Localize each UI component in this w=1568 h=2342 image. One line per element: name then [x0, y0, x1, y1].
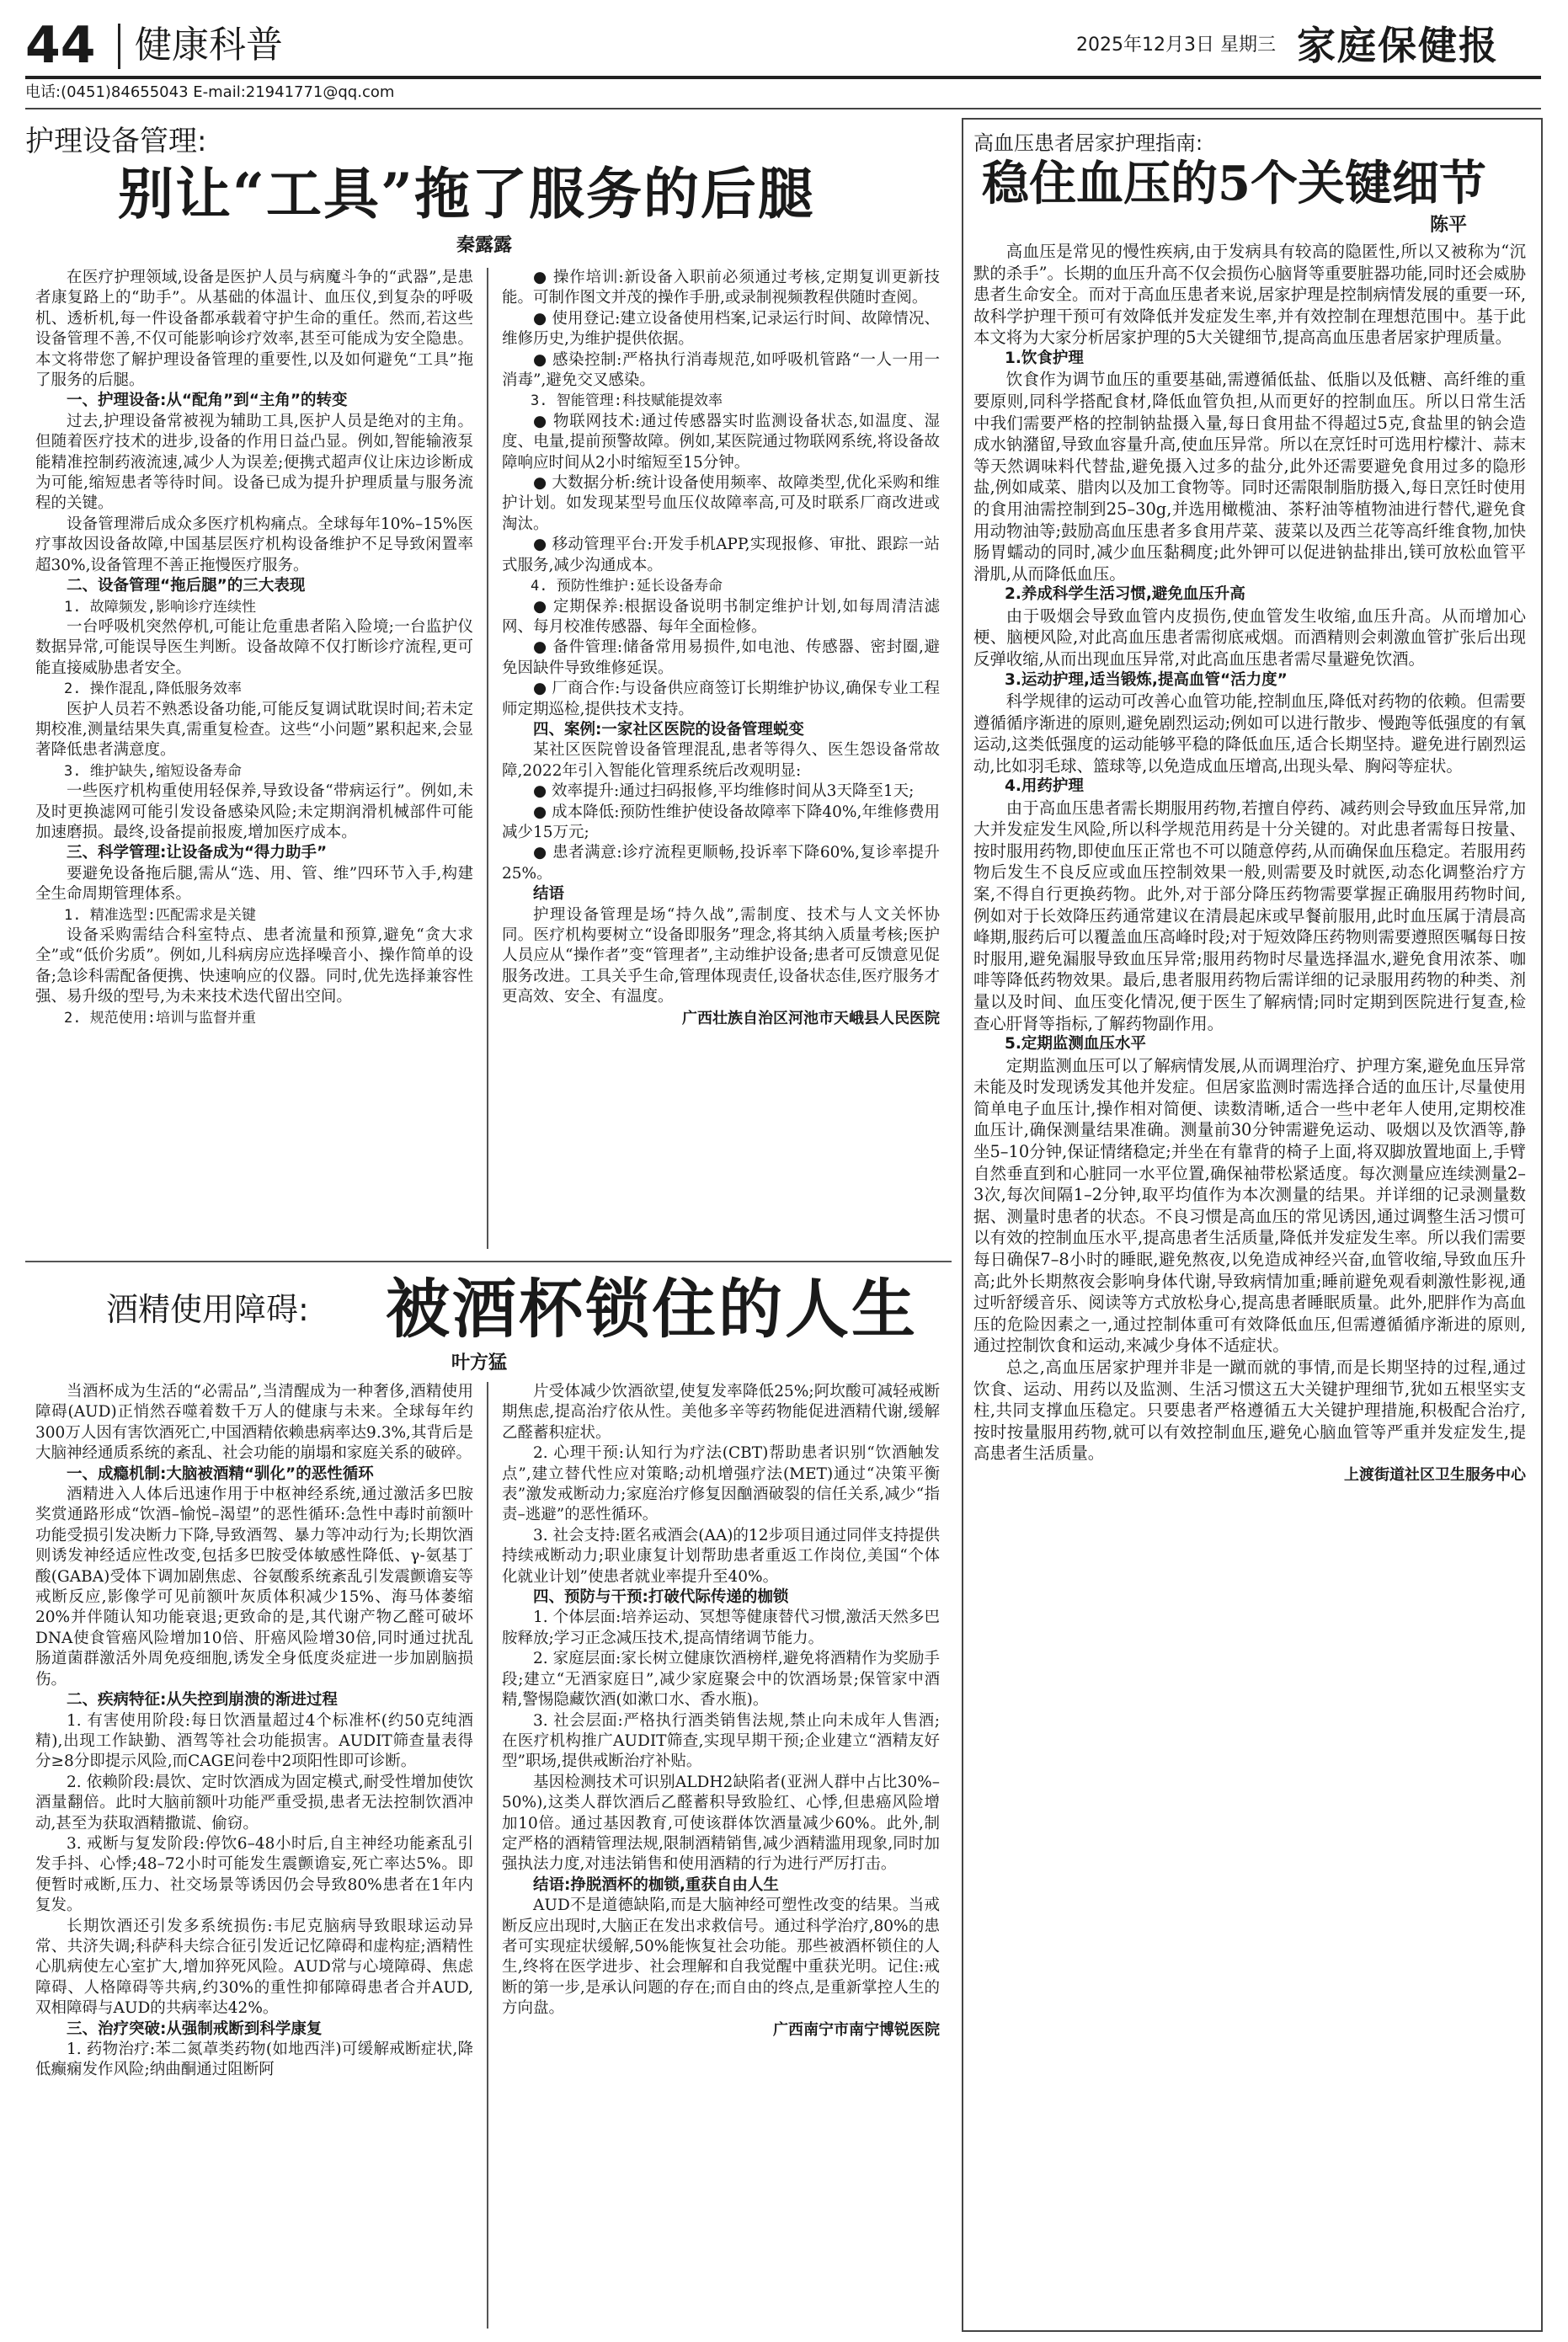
sub-subheading: 4. 预防性维护:延长设备寿命	[531, 578, 723, 595]
article-column-2	[502, 1382, 940, 2329]
paragraph: AUD不是道德缺陷,而是大脑神经可塑性改变的结果。当戒断反应出现时,大脑正在发出求救信号。通过科学治疗,80%的患者可实现症状缓解,50%能恢复社会功能。那些被酒杯锁住的人生,终将在医学进步、社会理解和自我觉醒中重获光明。记住:戒断的第一步,是承认问题的存在;而自由的终点,是重新掌控人生的方向盘。	[502, 1897, 940, 2018]
subheading: 二、设备管理“拖后腿”的三大表现	[67, 577, 306, 595]
masthead-divider	[118, 24, 120, 69]
paragraph: ● 操作培训:新设备入职前必须通过考核,定期复训更新技能。可制作图文并茂的操作手册,或录制视频教程供随时查阅。	[502, 269, 940, 307]
sub-subheading: 1. 精准选型:匹配需求是关键	[64, 906, 256, 924]
article-column-1	[35, 1382, 473, 2329]
paragraph: 定期监测血压可以了解病情发展,从而调理治疗、护理方案,避免血压异常未能及时发现诱发其他并发症。但居家监测时需选择合适的血压计,尽量使用简单电子血压计,操作相对简便、读数清晰,适合一些中老年人使用,定期校准血压计,确保测量结果准确。测量前30分钟需避免运动、吸烟以及饮酒等,静坐5–10分钟,保证情绪稳定;并坐在有靠背的椅子上面,将双脚放置地面上,手臂自然垂直到和心脏同一水平位置,确保袖带松紧适度。每次测量应连续测量2–3次,每次间隔1–2分钟,取平均值作为本次测量的结果。并详细的记录测量数据、测量时患者的状态。不良习惯是高血压的常见诱因,通过调整生活习惯可以有效的控制血压水平,提高患者生活质量,降低并发症发生率。所以我们需要每日确保7–8小时的睡眠,避免熬夜,以免造成神经兴奋,血管收缩,导致血压升高;此外长期熬夜会影响身体代谢,导致病情加重;睡前避免观看刺激性影视,通过听舒缓音乐、阅读等方式放松身心,提高患者睡眠质量。此外,肥胖作为高血压的危险因素之一,通过控制体重可有效降低血压,但需遵循循序渐进的原则,通过控制饮食和运动,来减少身体不适症状。	[973, 1055, 1526, 1356]
sub-subheading: 1. 故障频发,影响诊疗连续性	[64, 598, 256, 616]
paragraph: ● 物联网技术:通过传感器实时监测设备状态,如温度、湿度、电量,提前预警故障。例如,某医院通过物联网系统,将设备故障响应时间从2小时缩短至15分钟。	[502, 412, 940, 472]
article-author: 叶方猛	[451, 1352, 508, 1374]
header-rule	[25, 108, 1541, 109]
article-column-1	[973, 241, 1526, 2321]
paragraph: 1. 个体层面:培养运动、冥想等健康替代习惯,激活天然多巴胺释放;学习正念减压技术,提高情绪调节能力。	[502, 1608, 940, 1647]
issue-date: 2025年12月3日 星期三	[1076, 35, 1276, 56]
subheading: 一、护理设备:从“配角”到“主角”的转变	[67, 392, 348, 410]
page-number: 44	[25, 16, 96, 75]
paragraph: 3. 社会层面:严格执行酒类销售法规,禁止向未成年人售酒;在医疗机构推广AUDIT筛查,实现早期干预;企业建立“酒精友好型”职场,提供戒断治疗补贴。	[502, 1711, 940, 1771]
paragraph: 当酒杯成为生活的“必需品”,当清醒成为一种奢侈,酒精使用障碍(AUD)正悄然吞噬着数千万人的健康与未来。全球每年约300万人因有害饮酒死亡,中国酒精依赖患病率达9.3%,其背后是大脑神经通质系统的紊乱、社会功能的崩塌和家庭关系的破碎。	[35, 1383, 473, 1463]
author-affiliation: 上渡街道社区卫生服务中心	[1344, 1465, 1526, 1484]
author-affiliation: 广西南宁市南宁博锐医院	[773, 2020, 940, 2039]
subheading: 2.养成科学生活习惯,避免血压升高	[1005, 585, 1245, 604]
paragraph: 科学规律的运动可改善心血管功能,控制血压,降低对药物的依赖。但需要遵循循序渐进的原则,避免剧烈运动;例如可以进行散步、慢跑等低强度的有氧运动,这类低强度的运动能够平稳的降低血压,适合长期坚持。避免进行剧烈运动,比如羽毛球、篮球等,以免造成血压增高,出现头晕、胸闷等症状。	[973, 691, 1526, 776]
article-nursing-equipment	[25, 118, 952, 1251]
paragraph: ● 成本降低:预防性维护使设备故障率下降40%,年维修费用减少15万元;	[502, 803, 940, 841]
paragraph: 2. 家庭层面:家长树立健康饮酒榜样,避免将酒精作为奖励手段;建立“无酒家庭日”,减少家庭聚会中的饮酒场景;保管家中酒精,警惕隐藏饮酒(如漱口水、香水瓶)。	[502, 1650, 940, 1710]
paragraph: 2. 依赖阶段:晨饮、定时饮酒成为固定模式,耐受性增加使饮酒量翻倍。此时大脑前额叶功能严重受损,患者无法控制饮酒冲动,甚至为获取酒精撒谎、偷窃。	[35, 1773, 473, 1833]
article-hypertension	[962, 118, 1539, 2329]
sub-subheading: 3. 智能管理:科技赋能提效率	[531, 392, 723, 410]
paragraph: ● 移动管理平台:开发手机APP,实现报修、审批、跟踪一站式服务,减少沟通成本。	[502, 536, 940, 574]
article-kicker: 高血压患者居家护理指南:	[973, 131, 1203, 155]
contact-line: 电话:(0451)84655043 E-mail:21941771@qq.com	[25, 83, 395, 101]
paragraph: 1. 药物治疗:苯二氮䓬类药物(如地西泮)可缓解戒断症状,降低癫痫发作风险;纳曲酮通过阻断阿	[35, 2041, 473, 2079]
paragraph: 1. 有害使用阶段:每日饮酒量超过4个标准杯(约50克纯酒精),出现工作缺勤、酒驾等社会功能损害。AUDIT筛查量表得分≥8分即提示风险,而CAGE问卷中2项阳性即可诊断。	[35, 1711, 473, 1771]
subheading: 1.饮食护理	[1005, 349, 1084, 367]
column-divider	[487, 1382, 488, 2329]
article-body	[25, 1382, 952, 2329]
paragraph: 由于吸烟会导致血管内皮损伤,使血管发生收缩,血压升高。从而增加心梗、脑梗风险,对此高血压患者需彻底戒烟。而酒精则会刺激血管扩张后出现反弹收缩,从而出现血压异常,对此高血压患者需尽量避免饮酒。	[973, 606, 1526, 669]
paragraph: 一些医疗机构重使用轻保养,导致设备“带病运行”。例如,未及时更换滤网可能引发设备感染风险;未定期润滑机械部件可能加速磨损。最终,设备提前报废,增加医疗成本。	[35, 782, 473, 841]
paragraph: 酒精进入人体后迅速作用于中枢神经系统,通过激活多巴胺奖赏通路形成“饮酒–愉悦–渴望”的恶性循环:急性中毒时前额叶功能受损引发决断力下降,导致酒驾、暴力等冲动行为;长期饮酒则诱发神经适应性改变,包括多巴胺受体敏感性降低、γ-氨基丁酸(GABA)受体下调加剧焦虑、谷氨酸系统紊乱引发震颤谵妄等戒断反应,影像学可见前额叶灰质体积减少15%、海马体萎缩20%并伴随认知功能衰退;更致命的是,其代谢产物乙醛可破坏DNA使食管癌风险增加10倍、肝癌风险增30倍,同时通过扰乱肠道菌群激活外周免疫细胞,诱发全身低度炎症进一步加剧脑损伤。	[35, 1486, 473, 1688]
author-affiliation: 广西壮族自治区河池市天峨县人民医院	[682, 1009, 940, 1027]
paragraph: 3. 社会支持:匿名戒酒会(AA)的12步项目通过同伴支持提供持续戒断动力;职业康复计划帮助患者重返工作岗位,美国“个体化就业计划”使患者就业率提升至40%。	[502, 1526, 940, 1586]
subheading: 结语	[533, 885, 565, 904]
paragraph: 一台呼吸机突然停机,可能让危重患者陷入险境;一台监护仪数据异常,可能误导医生判断。设备故障不仅打断诊疗流程,更可能直接威胁患者安全。	[35, 617, 473, 677]
article-alcohol-disorder	[25, 1267, 952, 2329]
article-title: 稳住血压的5个关键细节	[982, 156, 1486, 211]
article-kicker: 护理设备管理:	[25, 125, 207, 158]
paragraph: 要避免设备拖后腿,需从“选、用、管、维”四环节入手,构建全生命周期管理体系。	[35, 864, 473, 904]
article-author: 陈平	[1430, 214, 1468, 236]
paragraph: 过去,护理设备常被视为辅助工具,医护人员是绝对的主角。但随着医疗技术的进步,设备的作用日益凸显。例如,智能输液泵能精准控制药液流速,减少人为误差;便携式超声仪让床边诊断成为可能,缩短患者等待时间。设备已成为提升护理质量与服务流程的关键。	[35, 412, 473, 513]
paragraph: 3. 戒断与复发阶段:停饮6–48小时后,自主神经功能紊乱引发手抖、心悸;48–72小时可能发生震颤谵妄,死亡率达5%。即便暂时戒断,压力、社交场景等诱因仍会导致80%患者在1年内复发。	[35, 1834, 473, 1915]
paragraph: 设备采购需结合科室特点、患者流量和预算,避免“贪大求全”或“低价劣质”。例如,儿科病房应选择噪音小、操作简单的设备;急诊科需配备便携、快速响应的仪器。同时,优先选择兼容性强、易升级的型号,为未来技术迭代留出空间。	[35, 926, 473, 1006]
paragraph: ● 大数据分析:统计设备使用频率、故障类型,优化采购和维护计划。如发现某型号血压仪故障率高,可及时联系厂商改进或淘汰。	[502, 474, 940, 533]
paragraph: 设备管理滞后成众多医疗机构痛点。全球每年10%–15%医疗事故因设备故障,中国基层医疗机构设备维护不足导致闲置率超30%,设备管理不善正拖慢医疗服务。	[35, 515, 473, 574]
section-title: 健康科普	[135, 24, 283, 67]
masthead	[25, 15, 1541, 79]
paragraph: 高血压是常见的慢性疾病,由于发病具有较高的隐匿性,所以又被称为“沉默的杀手”。长期的血压升高不仅会损伤心脑肾等重要脏器功能,同时还会威胁患者生命安全。而对于高血压患者来说,居家护理是控制病情发展的重要一环,故科学护理干预可有效降低并发症发生率,并有效控制在理想范围中。基于此本文将为大家分析居家护理的5大关键细节,提高高血压患者居家护理质量。	[973, 242, 1526, 348]
paragraph: 基因检测技术可识别ALDH2缺陷者(亚洲人群中占比30%–50%),这类人群饮酒后乙醛蓄积导致脸红、心悸,但患癌风险增加10倍。通过基因教育,可使该群体饮酒量减少60%。此外,制定严格的酒精管理法规,限制酒精销售,减少酒精滥用现象,同时加强执法力度,对违法销售和使用酒精的行为进行严厉打击。	[502, 1773, 940, 1874]
article-column-2	[502, 268, 940, 1249]
subheading: 一、成瘾机制:大脑被酒精“驯化”的恶性循环	[67, 1464, 374, 1483]
paragraph: 在医疗护理领域,设备是医护人员与病魔斗争的“武器”,是患者康复路上的“助手”。从基础的体温计、血压仪,到复杂的呼吸机、透析机,每一件设备都承载着守护生命的重任。然而,若这些设备管理不善,不仅可能影响诊疗效率,甚至可能成为安全隐患。本文将带您了解护理设备管理的重要性,以及如何避免“工具”拖了服务的后腿。	[35, 269, 473, 390]
subheading: 5.定期监测血压水平	[1005, 1035, 1146, 1054]
paragraph: 长期饮酒还引发多系统损伤:韦尼克脑病导致眼球运动异常、共济失调;科萨科夫综合征引发近记忆障碍和虚构症;酒精性心肌病使左心室扩大,增加猝死风险。AUD常与心境障碍、焦虑障碍、人格障碍等共病,约30%的重性抑郁障碍患者合并AUD,双相障碍与AUD的共病率达42%。	[35, 1917, 473, 2018]
article-column-1	[35, 268, 473, 1249]
paragraph: ● 效率提升:通过扫码报修,平均维修时间从3天降至1天;	[533, 782, 915, 801]
newspaper-name: 家庭保健报	[1297, 23, 1499, 68]
paragraph: ● 定期保养:根据设备说明书制定维护计划,如每周清洁滤网、每月校准传感器、每年全面检修。	[502, 597, 940, 636]
paragraph: 由于高血压患者需长期服用药物,若擅自停药、减药则会导致血压异常,加大并发症发生风险,所以科学规范用药是十分关键的。对此患者需每日按量、按时服用药物,即使血压正常也不可以随意停药,从而确保血压稳定。若服用药物后发生不良反应或血压控制效果一般,则需要及时就医,动态化调整治疗方案,不得自行更换药物。此外,对于部分降压药物需要掌握正确服用药物时间,例如对于长效降压药通常建议在清晨起床或早餐前服用,此时血压属于清晨高峰期,服药后可以覆盖血压高峰时段;对于短效降压药物则需要遵照医嘱每日按时服用,避免漏服导致血压异常;服用药物时尽量选择温水,避免食用浓茶、咖啡等降低药物效果。最后,患者服用药物后需详细的记录服用药物的种类、剂量以及时间、血压变化情况,便于医生了解病情;同时定期到医院进行复查,检查心肝肾等指标,了解药物副作用。	[973, 798, 1526, 1033]
article-body	[25, 268, 952, 1249]
article-title: 被酒杯锁住的人生	[386, 1272, 918, 1347]
article-kicker: 酒精使用障碍:	[106, 1291, 309, 1328]
article-divider	[25, 1261, 952, 1262]
subheading: 四、预防与干预:打破代际传递的枷锁	[533, 1588, 789, 1607]
subheading: 3.运动护理,适当锻炼,提高血管“活力度”	[1005, 670, 1288, 689]
article-author: 秦露露	[456, 234, 513, 256]
subheading: 二、疾病特征:从失控到崩溃的渐进过程	[67, 1691, 338, 1710]
paragraph: ● 患者满意:诊疗流程更顺畅,投诉率下降60%,复诊率提升25%。	[502, 844, 940, 883]
subheading: 结语:挣脱酒杯的枷锁,重获自由人生	[533, 1875, 779, 1894]
sub-subheading: 2. 操作混乱,降低服务效率	[64, 680, 242, 698]
paragraph: ● 厂商合作:与设备供应商签订长期维护协议,确保专业工程师定期巡检,提供技术支持。	[502, 680, 940, 718]
paragraph: 总之,高血压居家护理并非是一蹴而就的事情,而是长期坚持的过程,通过饮食、运动、用药以及监测、生活习惯这五大关键护理细节,犹如五根坚实支柱,共同支撑血压稳定。只要患者严格遵循五大关键护理措施,积极配合治疗,按时按量服用药物,就可以有效控制血压,避免心脑血管等严重并发症发生,提高患者生活质量。	[973, 1357, 1526, 1464]
sub-subheading: 2. 规范使用:培训与监督并重	[64, 1009, 256, 1027]
subheading: 三、治疗突破:从强制戒断到科学康复	[67, 2019, 323, 2038]
paragraph: 饮食作为调节血压的重要基础,需遵循低盐、低脂以及低糖、高纤维的重要原则,同科学搭配食材,降低血管负担,从而更好的控制血压。所以日常生活中我们需要严格的控制钠盐摄入量,每日食用盐不得超过5克,食盐里的钠会造成水钠潴留,导致血容量升高,使血压异常。所以在烹饪时可选用柠檬汁、蒜末等天然调味料代替盐,避免摄入过多的盐分,此外还需要避免食用过多的隐形盐,例如咸菜、腊肉以及加工食物等。同时还需限制脂肪摄入,每日烹饪时使用的食用油需控制到25–30g,并选用橄榄油、茶籽油等植物油进行替代,避免食用动物油等;鼓励高血压患者多食用芹菜、菠菜以及西兰花等高纤维食物,加快肠胃蠕动的同时,减少血压黏稠度;此外钾可以促进钠盐排出,镁可放松血管平滑肌,从而降低血压。	[973, 370, 1526, 584]
paragraph: ● 使用登记:建立设备使用档案,记录运行时间、故障情况、维修历史,为维护提供依据。	[502, 309, 940, 349]
paragraph: 某社区医院曾设备管理混乱,患者等得久、医生怨设备常故障,2022年引入智能化管理系统后改观明显:	[502, 741, 940, 780]
article-title: 别让“工具”拖了服务的后腿	[118, 161, 815, 227]
paragraph: 医护人员若不熟悉设备功能,可能反复调试耽误时间;若未定期校准,测量结果失真,需重复检查。这些“小问题”累积起来,会显著降低患者满意度。	[35, 700, 473, 760]
paragraph: 2. 心理干预:认知行为疗法(CBT)帮助患者识别“饮酒触发点”,建立替代性应对策略;动机增强疗法(MET)通过“决策平衡表”激发戒断动力;家庭治疗修复因酗酒破裂的信任关系,减少“指责–逃避”的恶性循环。	[502, 1444, 940, 1524]
paragraph: 护理设备管理是场“持久战”,需制度、技术与人文关怀协同。医疗机构要树立“设备即服务”理念,将其纳入质量考核;医护人员应从“操作者”变“管理者”,主动维护设备;患者可反馈意见促服务改进。工具关乎生命,管理体现责任,设备状态佳,医疗服务才更高效、安全、有温度。	[502, 905, 940, 1006]
paragraph: ● 备件管理:储备常用易损件,如电池、传感器、密封圈,避免因缺件导致维修延误。	[502, 638, 940, 677]
paragraph: 片受体减少饮酒欲望,使复发率降低25%;阿坎酸可减轻戒断期焦虑,提高治疗依从性。美他多辛等药物能促进酒精代谢,缓解乙醛蓄积症状。	[502, 1383, 940, 1442]
sub-subheading: 3. 维护缺失,缩短设备寿命	[64, 762, 242, 780]
paragraph: ● 感染控制:严格执行消毒规范,如呼吸机管路“一人一用一消毒”,避免交叉感染。	[502, 350, 940, 390]
subheading: 四、案例:一家社区医院的设备管理蜕变	[533, 720, 804, 739]
subheading: 三、科学管理:让设备成为“得力助手”	[67, 844, 328, 862]
subheading: 4.用药护理	[1005, 777, 1084, 796]
column-divider	[487, 268, 488, 1249]
